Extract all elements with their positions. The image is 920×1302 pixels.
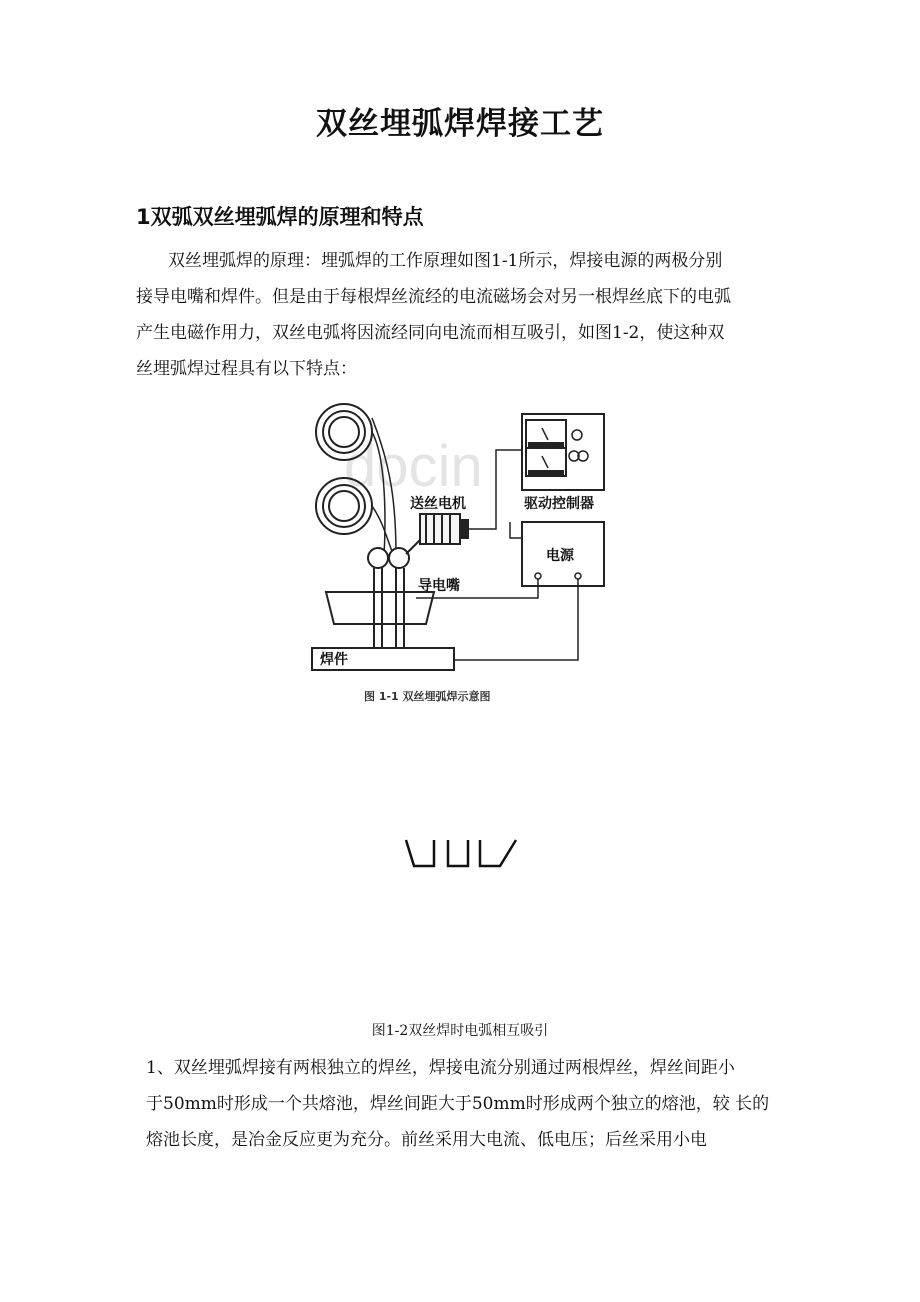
- feed-rollers: [368, 548, 409, 568]
- label-power-source: 电源: [546, 548, 574, 564]
- label-wire-motor: 送丝电机: [410, 496, 466, 512]
- paragraph-line: 双丝埋弧焊的原理：埋弧焊的工作原理如图1-1所示，焊接电源的两极分别: [168, 251, 723, 271]
- figure-1-2-caption: 图1-2双丝焊时电弧相互吸引: [371, 1023, 549, 1039]
- paragraph-line: 丝埋弧焊过程具有以下特点：: [136, 359, 357, 379]
- contact-tip: [374, 568, 404, 648]
- figure-1-1-schematic: [306, 398, 614, 714]
- paragraph-principle: [136, 243, 786, 387]
- paragraph-line: 1、双丝埋弧焊接有两根独立的焊丝，焊接电流分别通过两根焊丝，焊丝间距小: [146, 1058, 735, 1078]
- paragraph-line: 接导电嘴和焊件。但是由于每根焊丝流经的电流磁场会对另一根焊丝底下的电弧: [136, 287, 731, 307]
- label-drive-controller: 驱动控制器: [524, 496, 594, 512]
- figure-1-2-arcs: [404, 836, 520, 870]
- document-title: 双丝埋弧焊焊接工艺: [316, 106, 604, 142]
- section-heading: 1双弧双丝埋弧焊的原理和特点: [136, 205, 424, 229]
- label-contact-tip: 导电嘴: [418, 578, 460, 594]
- label-workpiece: 焊件: [320, 652, 348, 668]
- terminal-right: [575, 573, 581, 579]
- arc-shape-right: [480, 840, 516, 866]
- flux-hopper: [326, 592, 434, 624]
- arc-shape-middle: [448, 840, 468, 866]
- figure-1-1-caption: 图 1-1 双丝埋弧焊示意图: [364, 690, 491, 703]
- arc-shape-left: [406, 840, 434, 866]
- motor-link: [406, 540, 420, 554]
- watermark: docin: [344, 434, 483, 499]
- terminal-left: [535, 573, 541, 579]
- paragraph-line: 于50mm时形成一个共熔池，焊丝间距大于50mm时形成两个独立的熔池，较 长的: [146, 1094, 770, 1114]
- wire-feed-motor: [420, 514, 468, 544]
- paragraph-feature-1: [146, 1050, 786, 1158]
- drive-controller: [522, 414, 604, 490]
- paragraph-line: 产生电磁作用力，双丝电弧将因流经同向电流而相互吸引，如图1-2，使这种双: [136, 323, 725, 343]
- paragraph-line: 熔池长度，是冶金反应更为充分。前丝采用大电流、低电压；后丝采用小电: [146, 1130, 707, 1150]
